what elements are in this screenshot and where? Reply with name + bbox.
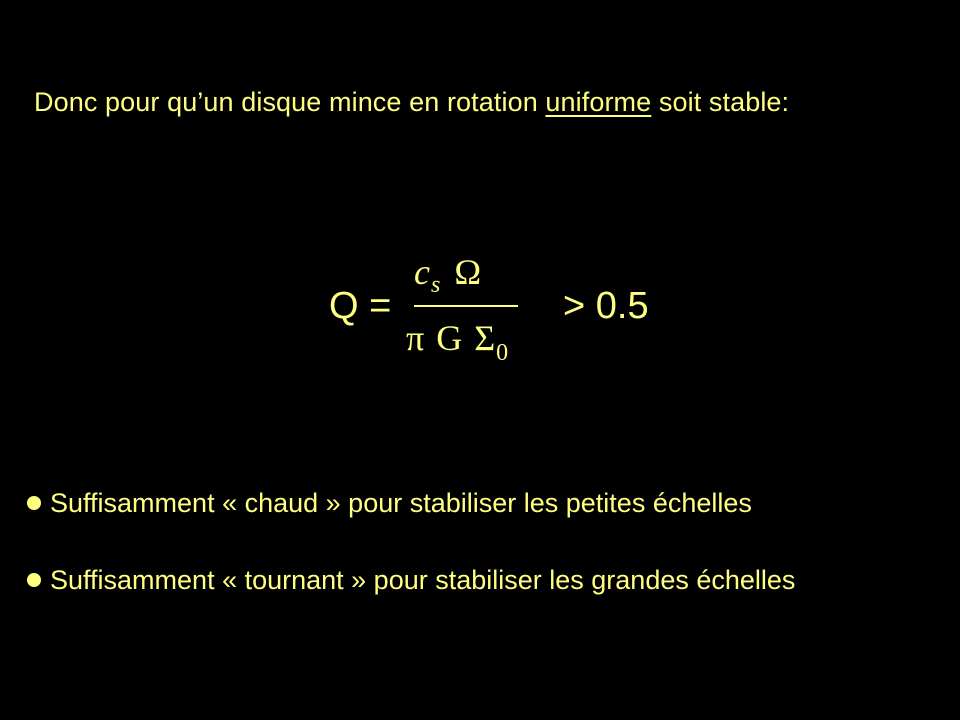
formula-numerator — [414, 252, 481, 297]
denominator-g: G — [436, 318, 463, 358]
heading-before: Donc pour qu’un disque mince en rotation — [34, 87, 546, 117]
denominator-sigma: Σ — [474, 318, 496, 358]
formula-lhs: Q = — [329, 285, 392, 327]
numerator-omega: Ω — [454, 252, 482, 292]
heading-underlined-word: uniforme — [545, 87, 652, 117]
formula-denominator — [406, 318, 509, 366]
heading-after: soit stable: — [651, 87, 790, 117]
bullet-item — [27, 563, 795, 597]
bullet-dot-icon — [27, 573, 41, 587]
denominator-subscript: 0 — [496, 340, 509, 366]
bullet-dot-icon — [27, 496, 41, 510]
numerator-subscript: s — [430, 272, 441, 298]
bullet-item — [27, 486, 752, 520]
heading-text — [34, 84, 789, 120]
denominator-pi: π — [406, 318, 425, 358]
fraction-bar — [414, 305, 518, 307]
bullet-text: Suffisamment « tournant » pour stabiliser les grandes échelles — [50, 565, 796, 595]
bullet-text: Suffisamment « chaud » pour stabiliser les petites échelles — [50, 488, 752, 518]
formula-comparison: > 0.5 — [563, 285, 649, 327]
numerator-symbol: c — [414, 252, 430, 292]
